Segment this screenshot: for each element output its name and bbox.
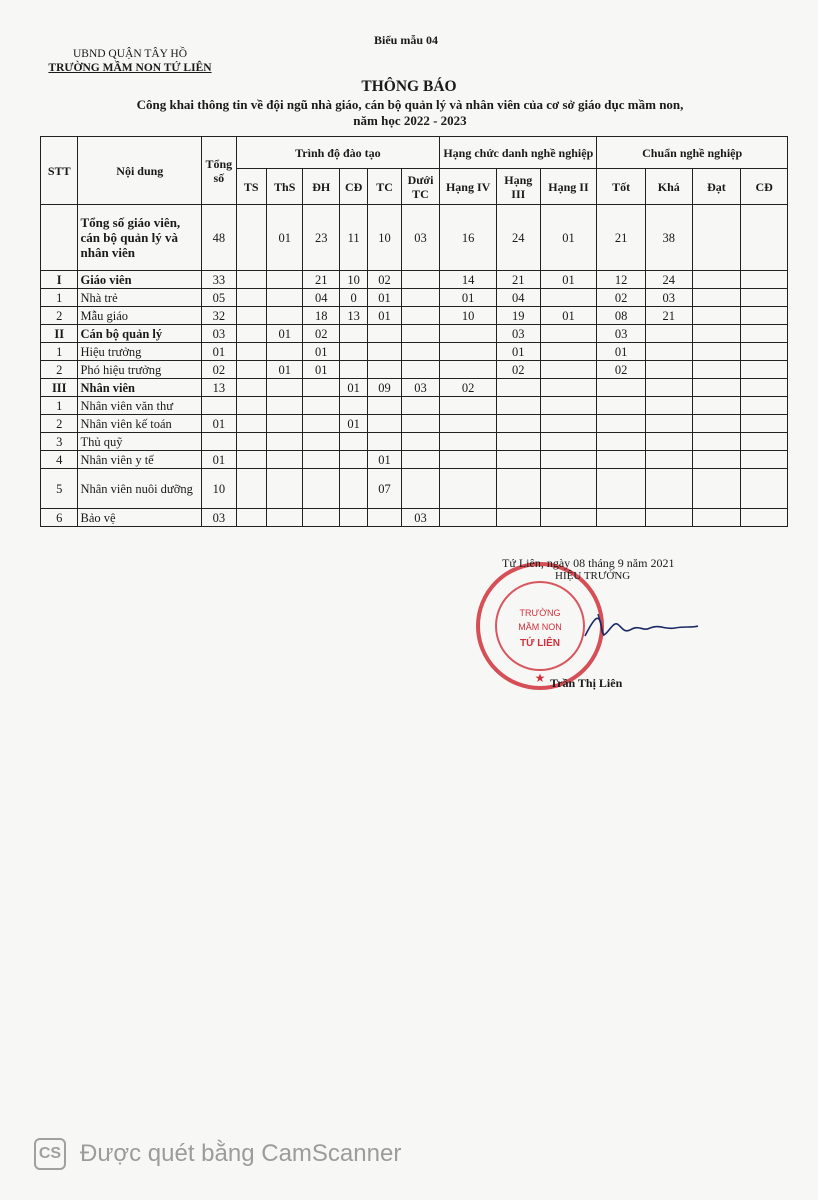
cell-value [236, 509, 266, 527]
cell-value [368, 361, 401, 379]
table-row [41, 451, 788, 469]
cell-stt: 2 [41, 307, 78, 325]
header-col: Đạt [692, 169, 741, 205]
cell-value [401, 397, 440, 415]
cell-value [741, 451, 788, 469]
org-line-2: TRƯỜNG MẦM NON TỨ LIÊN [48, 62, 212, 74]
header-col: Dưới TC [401, 169, 440, 205]
signature-name: Trần Thị Liên [550, 676, 623, 690]
cell-value [741, 469, 788, 509]
cell-value [692, 307, 741, 325]
handwritten-signature-icon [580, 606, 700, 646]
cell-stt: 2 [41, 361, 78, 379]
cell-content: Nhân viên kế toán [78, 415, 202, 433]
cell-stt: I [41, 271, 78, 289]
cell-value: 21 [497, 271, 541, 289]
cell-value [692, 205, 741, 271]
cell-value [692, 469, 741, 509]
cell-value: 01 [540, 205, 597, 271]
cell-total: 05 [202, 289, 236, 307]
cell-value [401, 343, 440, 361]
table-row [41, 271, 788, 289]
table-row [41, 307, 788, 325]
header-col: CĐ [339, 169, 367, 205]
cell-value [540, 451, 597, 469]
cell-value [236, 433, 266, 451]
cell-value [692, 289, 741, 307]
header-col: TS [236, 169, 266, 205]
cell-value [497, 509, 541, 527]
cell-value [303, 469, 339, 509]
cell-value: 03 [401, 509, 440, 527]
cell-content: Tổng số giáo viên, cán bộ quản lý và nhân viên [78, 205, 202, 271]
cell-value [368, 509, 401, 527]
cell-stt: III [41, 379, 78, 397]
cell-value: 01 [266, 325, 302, 343]
cell-value [645, 325, 692, 343]
cell-value [236, 205, 266, 271]
cell-value: 01 [303, 361, 339, 379]
cell-value: 24 [497, 205, 541, 271]
cell-value: 01 [440, 289, 497, 307]
cell-value [236, 307, 266, 325]
table-row [41, 509, 788, 527]
cell-value: 03 [645, 289, 692, 307]
cell-value [497, 451, 541, 469]
cell-value [266, 451, 302, 469]
subtitle-line-2: năm học 2022 - 2023 [353, 113, 467, 128]
cell-value [339, 325, 367, 343]
cell-value [440, 415, 497, 433]
cell-value [401, 361, 440, 379]
cell-value [303, 397, 339, 415]
cell-value: 03 [401, 205, 440, 271]
cell-value [401, 415, 440, 433]
cell-value: 13 [339, 307, 367, 325]
cell-value [266, 379, 302, 397]
cell-value: 01 [303, 343, 339, 361]
cell-value: 04 [497, 289, 541, 307]
subtitle-line-1: Công khai thông tin về đội ngũ nhà giáo, cán bộ quản lý và nhân viên của cơ sở giáo dục mầm non, [136, 97, 684, 112]
header-content: Nội dung [78, 137, 202, 205]
cell-value [266, 271, 302, 289]
cell-value [497, 469, 541, 509]
cell-value [440, 361, 497, 379]
cell-value: 38 [645, 205, 692, 271]
cell-value [368, 343, 401, 361]
cell-content: Thủ quỹ [78, 433, 202, 451]
cell-total [202, 433, 236, 451]
cell-content: Nhân viên y tế [78, 451, 202, 469]
cell-value: 07 [368, 469, 401, 509]
cell-value [645, 509, 692, 527]
cell-value [645, 379, 692, 397]
cell-value [339, 361, 367, 379]
cell-value [266, 307, 302, 325]
cell-value [303, 509, 339, 527]
cell-value: 23 [303, 205, 339, 271]
cell-value [368, 397, 401, 415]
cell-value [368, 325, 401, 343]
cell-value [401, 307, 440, 325]
cell-total: 02 [202, 361, 236, 379]
cell-value: 01 [266, 361, 302, 379]
cell-value: 21 [303, 271, 339, 289]
cell-value: 02 [497, 361, 541, 379]
header-rank: Hạng chức danh nghề nghiệp [440, 137, 597, 169]
cell-value [540, 379, 597, 397]
cell-value [266, 469, 302, 509]
cell-stt: 6 [41, 509, 78, 527]
cell-value [692, 325, 741, 343]
cell-content: Nhà trẻ [78, 289, 202, 307]
cell-value [497, 415, 541, 433]
header-training: Trình độ đào tạo [236, 137, 440, 169]
cell-value [597, 451, 646, 469]
cell-value [440, 343, 497, 361]
header-col: TC [368, 169, 401, 205]
cell-value [741, 325, 788, 343]
cell-value: 01 [368, 451, 401, 469]
cell-value [440, 433, 497, 451]
cell-value: 03 [401, 379, 440, 397]
cell-value [303, 433, 339, 451]
cell-stt: 4 [41, 451, 78, 469]
cell-value [339, 397, 367, 415]
cell-value [645, 415, 692, 433]
cell-value [692, 509, 741, 527]
signature-date: Tứ Liên, ngày 08 tháng 9 năm 2021 [502, 556, 675, 570]
cell-value [497, 433, 541, 451]
cell-value [401, 271, 440, 289]
cell-value: 01 [497, 343, 541, 361]
cell-value: 04 [303, 289, 339, 307]
cell-value: 11 [339, 205, 367, 271]
cell-value [440, 469, 497, 509]
cell-value [440, 397, 497, 415]
cell-value [440, 451, 497, 469]
header-standard: Chuẩn nghề nghiệp [597, 137, 788, 169]
cell-value: 10 [368, 205, 401, 271]
header-col: ĐH [303, 169, 339, 205]
cell-total: 13 [202, 379, 236, 397]
table-row [41, 361, 788, 379]
cell-value [741, 509, 788, 527]
cell-value [236, 379, 266, 397]
cell-value: 01 [540, 271, 597, 289]
cell-value: 0 [339, 289, 367, 307]
cell-value [692, 379, 741, 397]
cell-value [339, 451, 367, 469]
cell-total: 48 [202, 205, 236, 271]
cell-total: 01 [202, 415, 236, 433]
cell-content: Mẫu giáo [78, 307, 202, 325]
cell-value [692, 451, 741, 469]
cell-value [597, 397, 646, 415]
cell-value [368, 433, 401, 451]
cell-value [645, 469, 692, 509]
cell-value: 21 [597, 205, 646, 271]
cell-stt: 5 [41, 469, 78, 509]
cell-value [236, 343, 266, 361]
cell-value [339, 469, 367, 509]
header-col: CĐ [741, 169, 788, 205]
cell-value: 16 [440, 205, 497, 271]
cell-stt: 1 [41, 397, 78, 415]
cell-value [339, 509, 367, 527]
cell-value: 18 [303, 307, 339, 325]
cell-value [303, 415, 339, 433]
table-row [41, 325, 788, 343]
document-title: THÔNG BÁO [361, 78, 457, 95]
cell-value [440, 325, 497, 343]
cell-value: 03 [597, 325, 646, 343]
header-col: Khá [645, 169, 692, 205]
cell-value [741, 205, 788, 271]
cell-value [401, 325, 440, 343]
svg-text:TỨ LIÊN: TỨ LIÊN [520, 638, 560, 649]
cell-content: Giáo viên [78, 271, 202, 289]
camscanner-logo-icon: CS [34, 1138, 66, 1170]
table-row [41, 433, 788, 451]
cell-value [692, 433, 741, 451]
cell-value [645, 451, 692, 469]
cell-stt: 2 [41, 415, 78, 433]
cell-content: Nhân viên văn thư [78, 397, 202, 415]
cell-value [741, 307, 788, 325]
cell-value [597, 469, 646, 509]
cell-value: 02 [597, 361, 646, 379]
cell-value [741, 397, 788, 415]
document-subtitle [60, 97, 760, 129]
cell-value [741, 361, 788, 379]
header-col: Hạng III [497, 169, 541, 205]
cell-value [597, 379, 646, 397]
cell-value [236, 469, 266, 509]
cell-value [236, 451, 266, 469]
cell-content: Nhân viên [78, 379, 202, 397]
cell-value [597, 433, 646, 451]
cell-total: 32 [202, 307, 236, 325]
header-col: ThS [266, 169, 302, 205]
cell-value: 02 [597, 289, 646, 307]
cell-value [266, 509, 302, 527]
cell-value [645, 433, 692, 451]
cell-value: 03 [497, 325, 541, 343]
cell-value [540, 469, 597, 509]
cell-value: 01 [368, 307, 401, 325]
cell-value [741, 343, 788, 361]
cell-value [368, 415, 401, 433]
organization-header [40, 47, 220, 75]
cell-stt: II [41, 325, 78, 343]
camscanner-watermark [34, 1138, 401, 1170]
cell-value [303, 379, 339, 397]
cell-value [266, 415, 302, 433]
cell-total: 03 [202, 325, 236, 343]
cell-value [597, 509, 646, 527]
header-stt: STT [41, 137, 78, 205]
cell-value [597, 415, 646, 433]
cell-value [339, 343, 367, 361]
cell-value [266, 397, 302, 415]
cell-value [540, 325, 597, 343]
cell-value [645, 343, 692, 361]
cell-value [645, 361, 692, 379]
cell-value [401, 433, 440, 451]
cell-value [540, 509, 597, 527]
cell-value [266, 343, 302, 361]
org-line-1: UBND QUẬN TÂY HỒ [72, 48, 188, 60]
cell-value [236, 271, 266, 289]
cell-value [741, 379, 788, 397]
cell-value [645, 397, 692, 415]
cell-value: 10 [440, 307, 497, 325]
cell-stt: 1 [41, 289, 78, 307]
cell-value [497, 379, 541, 397]
cell-value [303, 451, 339, 469]
table-row [41, 379, 788, 397]
cell-content: Phó hiệu trưởng [78, 361, 202, 379]
cell-value: 14 [440, 271, 497, 289]
table-row [41, 415, 788, 433]
cell-value [236, 325, 266, 343]
cell-value [692, 343, 741, 361]
cell-value [236, 361, 266, 379]
cell-stt: 1 [41, 343, 78, 361]
cell-value: 19 [497, 307, 541, 325]
cell-stt [41, 205, 78, 271]
cell-value [401, 289, 440, 307]
cell-stt: 3 [41, 433, 78, 451]
cell-value [692, 271, 741, 289]
cell-value [339, 433, 367, 451]
header-col: Hạng IV [440, 169, 497, 205]
cell-value [692, 415, 741, 433]
cell-value [236, 397, 266, 415]
cell-value: 01 [597, 343, 646, 361]
cell-content: Nhân viên nuôi dưỡng [78, 469, 202, 509]
cell-value [401, 469, 440, 509]
form-number: Biểu mẫu 04 [374, 33, 439, 47]
cell-value [540, 415, 597, 433]
cell-value [266, 433, 302, 451]
cell-value [236, 289, 266, 307]
table-row [41, 289, 788, 307]
header-col: Tốt [597, 169, 646, 205]
table-row [41, 343, 788, 361]
header-col: Hạng II [540, 169, 597, 205]
cell-value: 02 [440, 379, 497, 397]
cell-value: 01 [540, 307, 597, 325]
cell-value [692, 361, 741, 379]
cell-value: 10 [339, 271, 367, 289]
cell-value [540, 397, 597, 415]
cell-value: 21 [645, 307, 692, 325]
cell-value: 01 [266, 205, 302, 271]
staff-table [40, 136, 788, 527]
signature-role: HIỆU TRƯỞNG [555, 570, 631, 582]
table-row [41, 205, 788, 271]
cell-total: 01 [202, 451, 236, 469]
cell-value [741, 415, 788, 433]
cell-total: 10 [202, 469, 236, 509]
cell-content: Hiệu trưởng [78, 343, 202, 361]
cell-value [497, 397, 541, 415]
cell-content: Cán bộ quản lý [78, 325, 202, 343]
cell-value [741, 289, 788, 307]
cell-value: 12 [597, 271, 646, 289]
cell-value [741, 433, 788, 451]
cell-value [401, 451, 440, 469]
cell-value [540, 343, 597, 361]
cell-content: Bảo vệ [78, 509, 202, 527]
cell-value: 09 [368, 379, 401, 397]
svg-text:★: ★ [534, 671, 546, 685]
cell-value [540, 289, 597, 307]
watermark-text: Được quét bằng CamScanner [80, 1140, 402, 1167]
svg-text:TRƯỜNG: TRƯỜNG [519, 608, 561, 618]
cell-value: 02 [368, 271, 401, 289]
cell-value [540, 361, 597, 379]
cell-total: 33 [202, 271, 236, 289]
cell-total: 03 [202, 509, 236, 527]
cell-total [202, 397, 236, 415]
cell-value [440, 509, 497, 527]
cell-value: 08 [597, 307, 646, 325]
cell-value: 01 [339, 379, 367, 397]
header-total: Tổng số [202, 137, 236, 205]
cell-value [692, 397, 741, 415]
svg-text:MẦM NON: MẦM NON [518, 622, 562, 632]
table-row [41, 469, 788, 509]
cell-value: 02 [303, 325, 339, 343]
cell-value [236, 415, 266, 433]
cell-value: 24 [645, 271, 692, 289]
table-row [41, 397, 788, 415]
cell-value [741, 271, 788, 289]
cell-value [540, 433, 597, 451]
cell-value: 01 [368, 289, 401, 307]
cell-value: 01 [339, 415, 367, 433]
cell-total: 01 [202, 343, 236, 361]
cell-value [266, 289, 302, 307]
